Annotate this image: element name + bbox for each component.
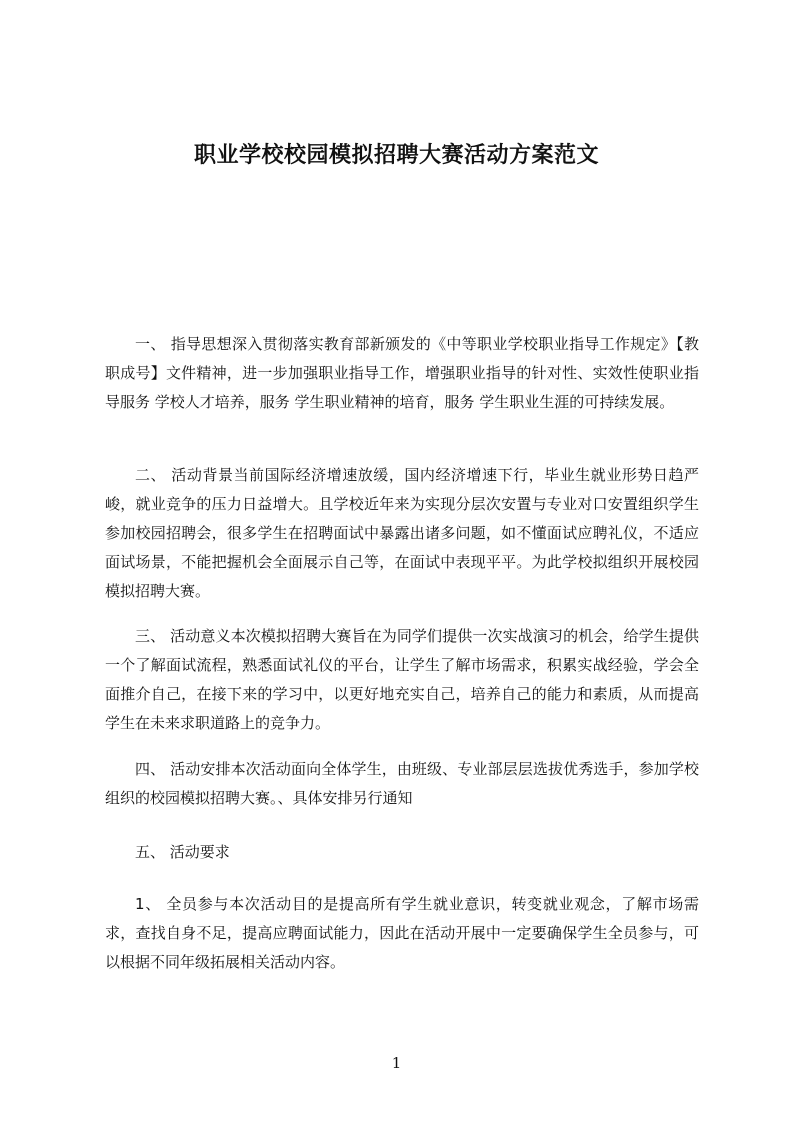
- paragraph-activity-significance: 三、 活动意义本次模拟招聘大赛旨在为同学们提供一次实战演习的机会，给学生提供一个了解面试流程，熟悉面试礼仪的平台，让学生了解市场需求，积累实战经验，学会全面推介自己，在接下来的学习中，以更好地充实自己，培养自己的能力和素质，从而提高学生在未来求职道路上的竞争力。: [105, 627, 699, 732]
- page-number: 1: [391, 1054, 402, 1072]
- document-title: 职业学校校园模拟招聘大赛活动方案范文: [193, 143, 599, 168]
- paragraph-activity-background: 二、 活动背景当前国际经济增速放缓，国内经济增速下行，毕业生就业形势日趋严峻，就业竞争的压力日益增大。且学校近年来为实现分层次安置与专业对口安置组织学生参加校园招聘会，很多学生在招聘面试中暴露出诸多问题，如不懂面试应聘礼仪，不适应面试场景，不能把握机会全面展示自己等，在面试中表现平平。为此学校拟组织开展校园模拟招聘大赛。: [105, 466, 699, 600]
- paragraph-activity-requirements-heading: 五、 活动要求: [135, 843, 230, 861]
- paragraph-guiding-ideology: 一、 指导思想深入贯彻落实教育部新颁发的《中等职业学校职业指导工作规定》【教职成号】文件精神，进一步加强职业指导工作，增强职业指导的针对性、实效性使职业指导服务 学校人才培养，服务 学生职业精神的培育，服务 学生职业生涯的可持续发展。: [105, 335, 699, 411]
- paragraph-activity-arrangement: 四、 活动安排本次活动面向全体学生，由班级、专业部层层选拔优秀选手，参加学校组织的校园模拟招聘大赛。、具体安排另行通知: [105, 760, 699, 807]
- paragraph-requirement-1: 1、 全员参与本次活动目的是提高所有学生就业意识，转变就业观念，了解市场需求，查找自身不足，提高应聘面试能力，因此在活动开展中一定要确保学生全员参与，可以根据不同年级拓展相关活动内容。: [105, 895, 699, 971]
